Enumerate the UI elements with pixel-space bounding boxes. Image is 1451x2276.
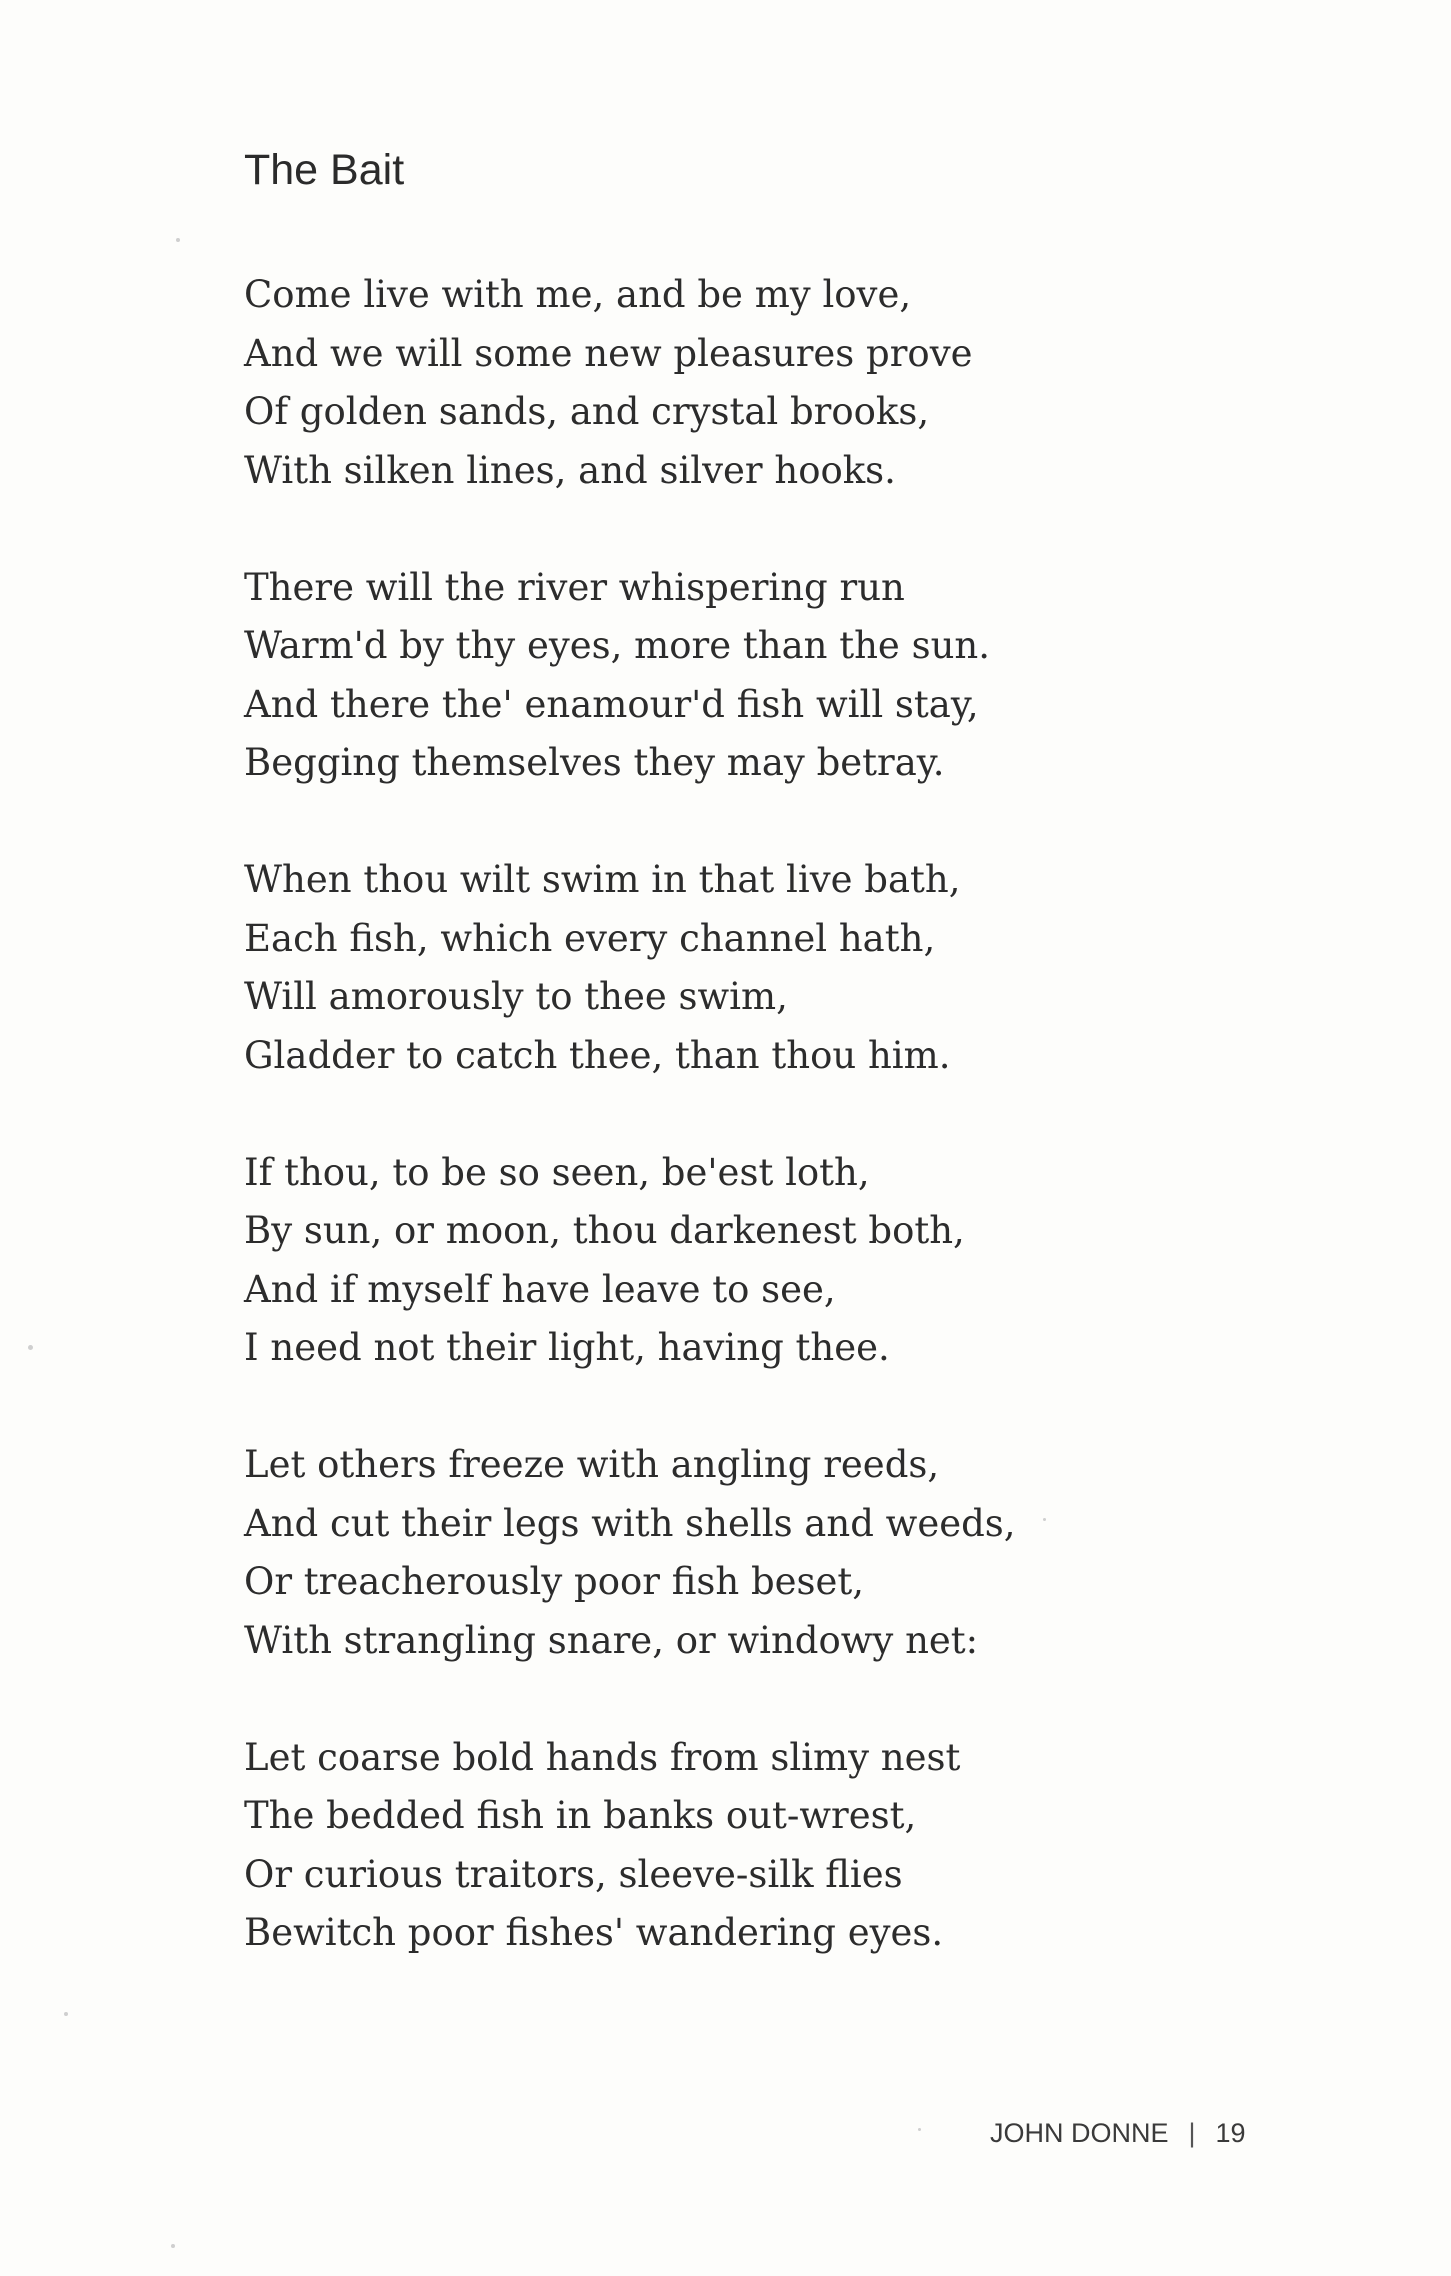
poem-line: Begging themselves they may betray. — [244, 741, 945, 784]
poem-line: Of golden sands, and crystal brooks, — [244, 390, 930, 433]
poem-line: Or treacherously poor fish beset, — [244, 1560, 865, 1603]
poem-line: There will the river whispering run — [244, 565, 905, 609]
scan-speck — [176, 238, 180, 242]
poem-line: By sun, or moon, thou darkenest both, — [244, 1209, 965, 1252]
poem-body — [244, 266, 1144, 2021]
poem-line: And if myself have leave to see, — [244, 1267, 836, 1311]
poem-line: Come live with me, and be my love, — [244, 273, 912, 316]
poem-line: Warm'd by thy eyes, more than the sun. — [244, 624, 990, 667]
stanza-2 — [244, 559, 1144, 793]
scan-speck — [1043, 1518, 1046, 1521]
stanza-3 — [244, 851, 1144, 1085]
page-number: 19 — [1215, 2118, 1246, 2148]
poem-title: The Bait — [244, 146, 405, 194]
scan-speck — [918, 2128, 921, 2131]
poem-line: And cut their legs with shells and weeds, — [244, 1501, 1016, 1545]
scan-speck — [171, 2244, 175, 2248]
poem-line: Or curious traitors, sleeve-silk flies — [244, 1852, 903, 1896]
poem-line: With strangling snare, or windowy net: — [244, 1618, 979, 1662]
poem-line: Bewitch poor fishes' wandering eyes. — [244, 1911, 944, 1954]
poem-line: I need not their light, having thee. — [244, 1326, 890, 1369]
poem-line: When thou wilt swim in that live bath, — [244, 858, 961, 901]
poem-line: And there the' enamour'd fish will stay, — [244, 682, 979, 726]
poem-line: If thou, to be so seen, be'est loth, — [244, 1150, 870, 1194]
poem-line: Let coarse bold hands from slimy nest — [244, 1735, 961, 1779]
stanza-5 — [244, 1436, 1144, 1670]
stanza-1 — [244, 266, 1144, 500]
page-footer — [990, 2110, 1246, 2156]
footer-separator: | — [1188, 2118, 1196, 2148]
poem-line: With silken lines, and silver hooks. — [244, 448, 896, 492]
poem-line: Let others freeze with angling reeds, — [244, 1443, 940, 1486]
poem-line: The bedded fish in banks out-wrest, — [244, 1794, 917, 1837]
stanza-4 — [244, 1144, 1144, 1378]
poem-line: And we will some new pleasures prove — [244, 331, 973, 375]
poem-line: Each fish, which every channel hath, — [244, 916, 936, 960]
scan-speck — [28, 1345, 33, 1350]
poem-line: Gladder to catch thee, than thou him. — [244, 1033, 951, 1077]
poem-line: Will amorously to thee swim, — [244, 975, 788, 1018]
stanza-6 — [244, 1729, 1144, 1963]
footer-author: JOHN DONNE — [990, 2118, 1169, 2148]
scan-speck — [64, 2012, 68, 2016]
